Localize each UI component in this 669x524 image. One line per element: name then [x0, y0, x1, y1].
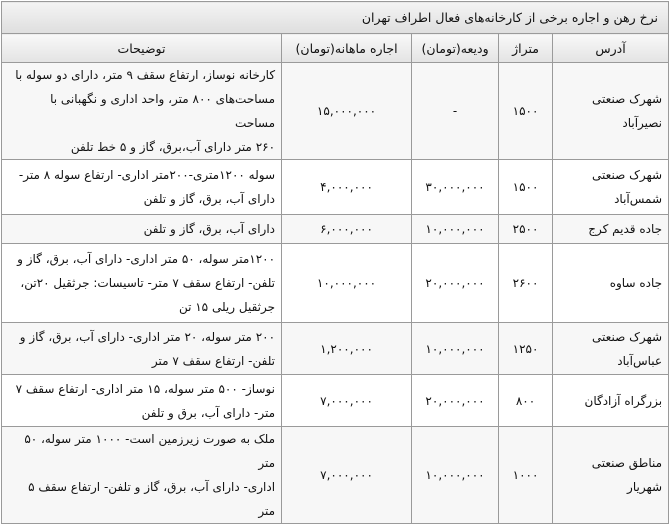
- cell-address: جاده ساوه: [609, 276, 663, 290]
- cell-address: شهرک صنعتی نصیرآباد: [592, 92, 663, 130]
- table-row: [2, 244, 669, 323]
- cell-description: ملک به صورت زیرزمین است- ۱۰۰۰ متر سوله، ۵۰ متر اداری- دارای آب، برق، گاز و تلفن- ارتفاع سقف ۵ متر: [24, 432, 276, 518]
- cell-rent: ۱۰,۰۰۰,۰۰۰: [282, 244, 412, 323]
- cell-area: ۱۲۵۰: [499, 323, 553, 375]
- page: [0, 1, 669, 518]
- cell-description: سوله ۱۲۰۰متری-۲۰۰متر اداری- ارتفاع سوله ۸ متر- دارای آب، برق، گاز و تلفن: [18, 168, 276, 206]
- cell-deposit: ۲۰,۰۰۰,۰۰۰: [412, 375, 499, 427]
- cell-description: نوساز- ۵۰۰ متر سوله، ۱۵ متر اداری- ارتفاع سقف ۷ متر- دارای آب، برق و تلفن: [15, 381, 276, 420]
- header-area: متراژ: [499, 34, 553, 63]
- cell-rent: ۱۵,۰۰۰,۰۰۰: [282, 63, 412, 160]
- table-title-row: [2, 2, 669, 34]
- cell-rent: ۷,۰۰۰,۰۰۰: [282, 427, 412, 524]
- table-row: [2, 375, 669, 427]
- cell-address: جاده قدیم کرج: [588, 222, 663, 236]
- header-description: توضیحات: [2, 34, 282, 63]
- cell-deposit: ۲۰,۰۰۰,۰۰۰: [412, 244, 499, 323]
- cell-deposit: ۳۰,۰۰۰,۰۰۰: [412, 160, 499, 215]
- cell-description: کارخانه نوساز، ارتفاع سقف ۹ متر، دارای دو سوله با مساحت‌های ۸۰۰ متر، واحد اداری و نگهبانی با مساحت ۲۶۰ متر دارای آب،برق، گاز و ۵ خط تلفن: [15, 68, 276, 154]
- header-deposit: ودیعه(تومان): [412, 34, 499, 63]
- header-rent: اجاره ماهانه(تومان): [282, 34, 412, 63]
- cell-rent: ۶,۰۰۰,۰۰۰: [282, 215, 412, 244]
- cell-rent: ۱,۲۰۰,۰۰۰: [282, 323, 412, 375]
- cell-description: ۱۲۰۰متر سوله، ۵۰ متر اداری- دارای آب، برق، گاز و تلفن- ارتفاع سقف ۷ متر- تاسیسات: جرثقیل ۲۰تن، جرثقیل ریلی ۱۵ تن: [17, 252, 276, 314]
- table-row: [2, 215, 669, 244]
- cell-address: شهرک صنعتی شمس‌آباد: [592, 168, 663, 206]
- table-title: نرخ رهن و اجاره برخی از کارخانه‌های فعال اطراف تهران: [2, 2, 669, 34]
- cell-address: مناطق صنعتی شهریار: [591, 456, 663, 494]
- cell-description: دارای آب، برق، گاز و تلفن: [143, 222, 276, 236]
- table-row: [2, 323, 669, 375]
- table-header-row: [2, 34, 669, 63]
- header-address: آدرس: [553, 34, 669, 63]
- cell-description: ۲۰۰ متر سوله، ۲۰ متر اداری- دارای آب، برق، گاز و تلفن- ارتفاع سقف ۷ متر: [19, 329, 276, 368]
- cell-deposit: -: [412, 63, 499, 160]
- cell-area: ۱۵۰۰: [499, 160, 553, 215]
- cell-area: ۲۵۰۰: [499, 215, 553, 244]
- cell-rent: ۴,۰۰۰,۰۰۰: [282, 160, 412, 215]
- cell-area: ۱۰۰۰: [499, 427, 553, 524]
- cell-address: بزرگراه آزادگان: [584, 393, 663, 408]
- cell-address: شهرک صنعتی عباس‌آباد: [592, 329, 663, 368]
- table-row: [2, 427, 669, 524]
- table-row: [2, 63, 669, 160]
- cell-area: ۱۵۰۰: [499, 63, 553, 160]
- cell-rent: ۷,۰۰۰,۰۰۰: [282, 375, 412, 427]
- cell-area: ۸۰۰: [499, 375, 553, 427]
- table-row: [2, 160, 669, 215]
- cell-deposit: ۱۰,۰۰۰,۰۰۰: [412, 427, 499, 524]
- factory-rent-table: [1, 1, 669, 524]
- cell-area: ۲۶۰۰: [499, 244, 553, 323]
- cell-deposit: ۱۰,۰۰۰,۰۰۰: [412, 323, 499, 375]
- cell-deposit: ۱۰,۰۰۰,۰۰۰: [412, 215, 499, 244]
